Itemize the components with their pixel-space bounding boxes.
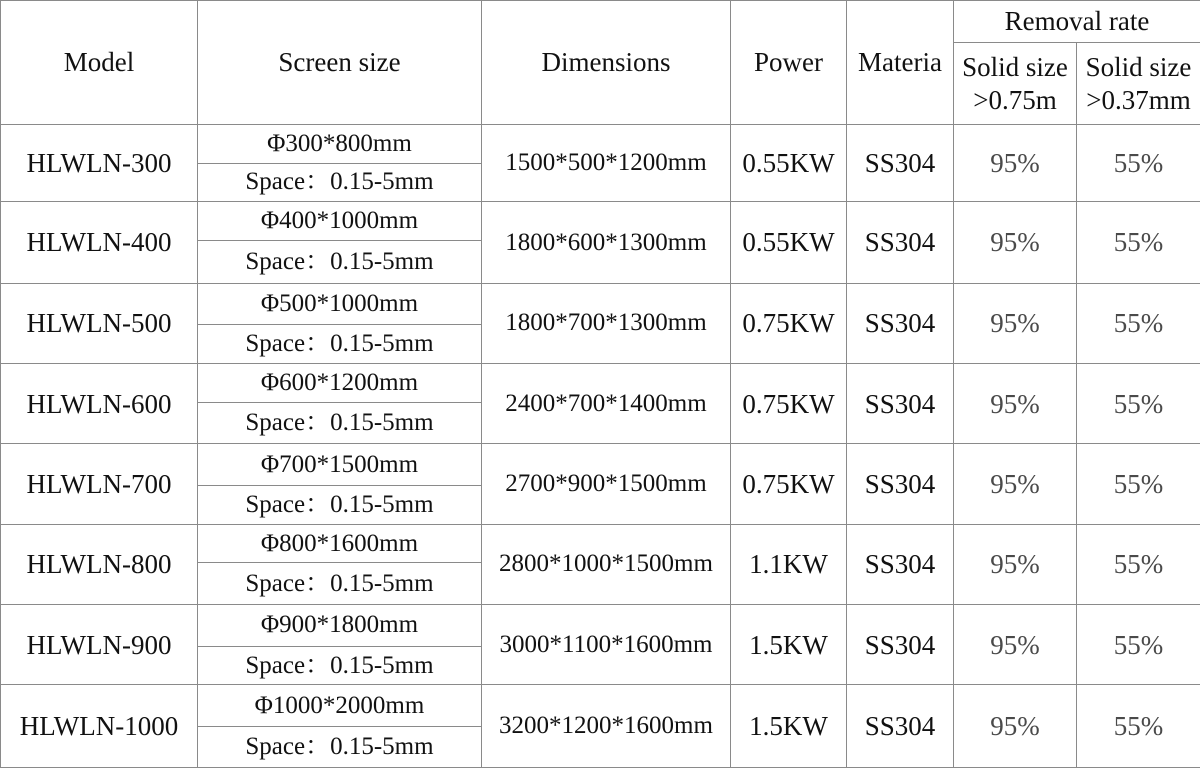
material-cell: SS304 [847, 605, 954, 685]
screen-size-cell: Φ400*1000mm [198, 202, 482, 241]
screen-space-cell: Space：0.15-5mm [198, 325, 482, 364]
removal-rate-037-cell: 55% [1077, 364, 1200, 444]
dimensions-cell: 2400*700*1400mm [482, 364, 731, 444]
screen-space-cell: Space：0.15-5mm [198, 402, 482, 444]
header-power: Power [731, 1, 847, 125]
removal-rate-075-cell: 95% [954, 524, 1077, 604]
material-cell: SS304 [847, 444, 954, 524]
screen-space-cell: Space：0.15-5mm [198, 646, 482, 685]
material-cell: SS304 [847, 524, 954, 604]
power-cell: 0.75KW [731, 444, 847, 524]
dimensions-cell: 2700*900*1500mm [482, 444, 731, 524]
removal-rate-037-cell: 55% [1077, 605, 1200, 685]
screen-space-cell: Space：0.15-5mm [198, 240, 482, 283]
model-cell: HLWLN-800 [1, 524, 198, 604]
dimensions-cell: 1500*500*1200mm [482, 125, 731, 202]
dimensions-cell: 1800*700*1300mm [482, 283, 731, 363]
removal-rate-075-cell: 95% [954, 685, 1077, 768]
screen-size-cell: Φ500*1000mm [198, 283, 482, 325]
power-cell: 0.55KW [731, 125, 847, 202]
removal-rate-075-cell: 95% [954, 125, 1077, 202]
power-cell: 1.5KW [731, 685, 847, 768]
model-cell: HLWLN-900 [1, 605, 198, 685]
screen-space-cell: Space：0.15-5mm [198, 563, 482, 605]
dimensions-cell: 3200*1200*1600mm [482, 685, 731, 768]
screen-size-cell: Φ900*1800mm [198, 605, 482, 647]
material-cell: SS304 [847, 125, 954, 202]
material-cell: SS304 [847, 364, 954, 444]
header-screen-size: Screen size [198, 1, 482, 125]
removal-rate-075-cell: 95% [954, 444, 1077, 524]
removal-rate-037-cell: 55% [1077, 524, 1200, 604]
table-row [1, 283, 1200, 325]
power-cell: 0.75KW [731, 283, 847, 363]
power-cell: 0.55KW [731, 202, 847, 283]
dimensions-cell: 3000*1100*1600mm [482, 605, 731, 685]
screen-size-cell: Φ700*1500mm [198, 444, 482, 486]
dimensions-cell: 2800*1000*1500mm [482, 524, 731, 604]
model-cell: HLWLN-1000 [1, 685, 198, 768]
screen-size-cell: Φ800*1600mm [198, 524, 482, 563]
removal-rate-037-cell: 55% [1077, 125, 1200, 202]
removal-rate-037-cell: 55% [1077, 283, 1200, 363]
model-cell: HLWLN-700 [1, 444, 198, 524]
model-cell: HLWLN-500 [1, 283, 198, 363]
removal-rate-037-cell: 55% [1077, 202, 1200, 283]
model-cell: HLWLN-600 [1, 364, 198, 444]
table-row [1, 685, 1200, 727]
material-cell: SS304 [847, 202, 954, 283]
power-cell: 1.5KW [731, 605, 847, 685]
dimensions-cell: 1800*600*1300mm [482, 202, 731, 283]
material-cell: SS304 [847, 685, 954, 768]
header-model: Model [1, 1, 198, 125]
table-row [1, 605, 1200, 647]
screen-space-cell: Space：0.15-5mm [198, 486, 482, 525]
screen-space-cell: Space：0.15-5mm [198, 727, 482, 768]
model-cell: HLWLN-300 [1, 125, 198, 202]
header-solid-size-075: Solid size >0.75m [954, 43, 1077, 125]
table-row [1, 364, 1200, 403]
model-cell: HLWLN-400 [1, 202, 198, 283]
header-material: Materia [847, 1, 954, 125]
removal-rate-037-cell: 55% [1077, 444, 1200, 524]
table-row [1, 202, 1200, 241]
table-row [1, 444, 1200, 486]
removal-rate-075-cell: 95% [954, 202, 1077, 283]
screen-space-cell: Space：0.15-5mm [198, 163, 482, 202]
removal-rate-075-cell: 95% [954, 283, 1077, 363]
table-row [1, 125, 1200, 164]
removal-rate-075-cell: 95% [954, 364, 1077, 444]
power-cell: 1.1KW [731, 524, 847, 604]
table-body [1, 125, 1200, 768]
header-removal-rate: Removal rate [954, 1, 1200, 43]
removal-rate-075-cell: 95% [954, 605, 1077, 685]
header-solid-size-037: Solid size >0.37mm [1077, 43, 1200, 125]
header-dimensions: Dimensions [482, 1, 731, 125]
power-cell: 0.75KW [731, 364, 847, 444]
table-row [1, 524, 1200, 563]
material-cell: SS304 [847, 283, 954, 363]
removal-rate-037-cell: 55% [1077, 685, 1200, 768]
screen-size-cell: Φ600*1200mm [198, 364, 482, 403]
screen-size-cell: Φ1000*2000mm [198, 685, 482, 727]
screen-size-cell: Φ300*800mm [198, 125, 482, 164]
